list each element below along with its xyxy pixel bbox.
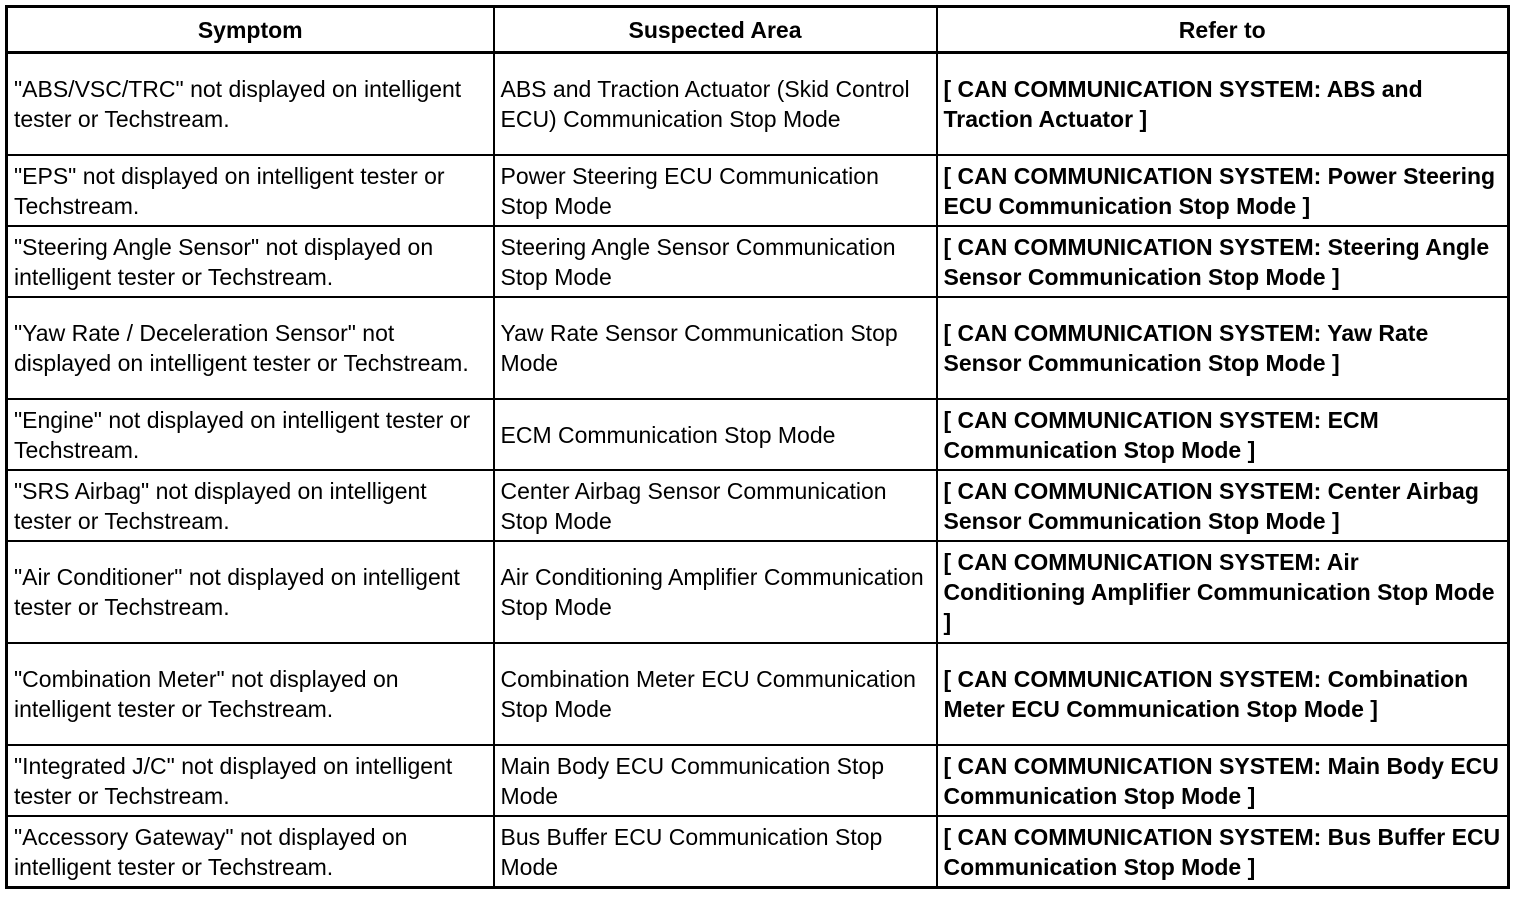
refer-to-link[interactable]: [ CAN COMMUNICATION SYSTEM: ABS and Traction Actuator ] <box>937 53 1509 156</box>
refer-to-link[interactable]: [ CAN COMMUNICATION SYSTEM: Yaw Rate Sensor Communication Stop Mode ] <box>937 297 1509 399</box>
document-page <box>5 5 1507 889</box>
refer-to-link[interactable]: [ CAN COMMUNICATION SYSTEM: Combination Meter ECU Communication Stop Mode ] <box>937 643 1509 745</box>
refer-to-link[interactable]: [ CAN COMMUNICATION SYSTEM: Air Conditioning Amplifier Communication Stop Mode ] <box>937 541 1509 643</box>
suspected-area-cell: Center Airbag Sensor Communication Stop Mode <box>494 470 937 541</box>
table-row <box>7 470 1509 541</box>
suspected-area-cell: Combination Meter ECU Communication Stop Mode <box>494 643 937 745</box>
refer-to-link[interactable]: [ CAN COMMUNICATION SYSTEM: Center Airbag Sensor Communication Stop Mode ] <box>937 470 1509 541</box>
table-row <box>7 745 1509 816</box>
table-row <box>7 53 1509 156</box>
refer-to-link[interactable]: [ CAN COMMUNICATION SYSTEM: ECM Communication Stop Mode ] <box>937 399 1509 470</box>
table-row <box>7 155 1509 226</box>
symptom-cell: "Yaw Rate / Deceleration Sensor" not displayed on intelligent tester or Techstream. <box>7 297 494 399</box>
table-row <box>7 643 1509 745</box>
table-header-row <box>7 7 1509 53</box>
table-row <box>7 399 1509 470</box>
header-symptom: Symptom <box>7 7 494 53</box>
suspected-area-cell: ECM Communication Stop Mode <box>494 399 937 470</box>
suspected-area-cell: Air Conditioning Amplifier Communication Stop Mode <box>494 541 937 643</box>
symptom-cell: "Integrated J/C" not displayed on intelligent tester or Techstream. <box>7 745 494 816</box>
suspected-area-cell: ABS and Traction Actuator (Skid Control ECU) Communication Stop Mode <box>494 53 937 156</box>
table-row <box>7 297 1509 399</box>
table-row <box>7 226 1509 297</box>
symptom-cell: "SRS Airbag" not displayed on intelligent tester or Techstream. <box>7 470 494 541</box>
suspected-area-cell: Bus Buffer ECU Communication Stop Mode <box>494 816 937 888</box>
table-row <box>7 816 1509 888</box>
refer-to-link[interactable]: [ CAN COMMUNICATION SYSTEM: Steering Angle Sensor Communication Stop Mode ] <box>937 226 1509 297</box>
symptom-cell: "EPS" not displayed on intelligent tester or Techstream. <box>7 155 494 226</box>
symptom-cell: "Accessory Gateway" not displayed on intelligent tester or Techstream. <box>7 816 494 888</box>
symptom-cell: "Engine" not displayed on intelligent tester or Techstream. <box>7 399 494 470</box>
suspected-area-cell: Power Steering ECU Communication Stop Mode <box>494 155 937 226</box>
refer-to-link[interactable]: [ CAN COMMUNICATION SYSTEM: Bus Buffer ECU Communication Stop Mode ] <box>937 816 1509 888</box>
suspected-area-cell: Steering Angle Sensor Communication Stop Mode <box>494 226 937 297</box>
header-suspected-area: Suspected Area <box>494 7 937 53</box>
symptom-cell: "Combination Meter" not displayed on intelligent tester or Techstream. <box>7 643 494 745</box>
suspected-area-cell: Yaw Rate Sensor Communication Stop Mode <box>494 297 937 399</box>
symptom-cell: "Steering Angle Sensor" not displayed on intelligent tester or Techstream. <box>7 226 494 297</box>
symptom-cell: "ABS/VSC/TRC" not displayed on intelligent tester or Techstream. <box>7 53 494 156</box>
refer-to-link[interactable]: [ CAN COMMUNICATION SYSTEM: Power Steering ECU Communication Stop Mode ] <box>937 155 1509 226</box>
refer-to-link[interactable]: [ CAN COMMUNICATION SYSTEM: Main Body ECU Communication Stop Mode ] <box>937 745 1509 816</box>
symptom-cell: "Air Conditioner" not displayed on intelligent tester or Techstream. <box>7 541 494 643</box>
table-row <box>7 541 1509 643</box>
symptom-table <box>5 5 1510 889</box>
suspected-area-cell: Main Body ECU Communication Stop Mode <box>494 745 937 816</box>
header-refer-to: Refer to <box>937 7 1509 53</box>
